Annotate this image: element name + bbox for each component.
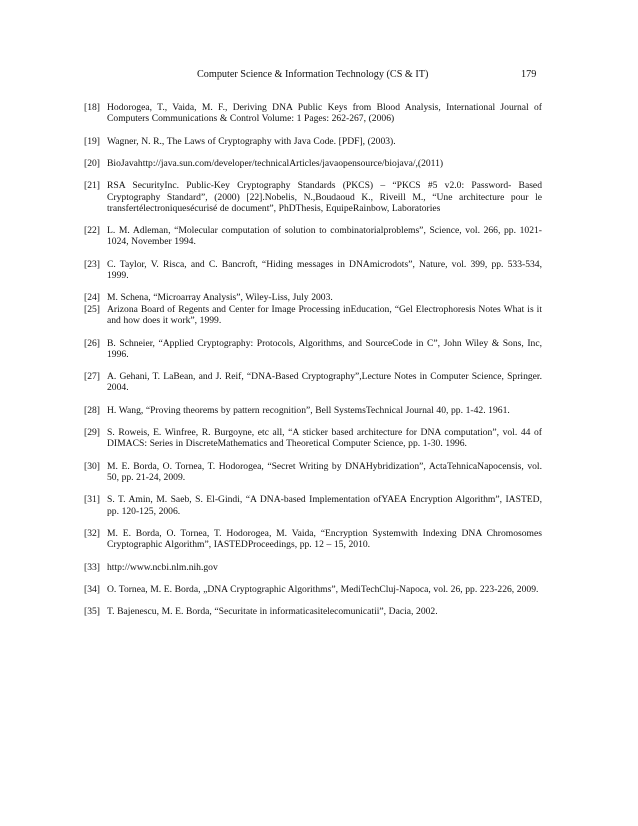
reference-text: S. T. Amin, M. Saeb, S. El-Gindi, “A DNA-based Implementation ofYAEA Encryption Algorithm”, IASTED, pp. 120-125, 2006.: [107, 494, 542, 517]
reference-22: [84, 225, 542, 247]
reference-number: [33]: [84, 561, 100, 573]
page-number: 179: [521, 69, 537, 80]
reference-26: [84, 338, 542, 360]
reference-number: [21]: [84, 180, 100, 192]
reference-31: [84, 494, 542, 516]
reference-23: [84, 259, 542, 281]
reference-27: [84, 371, 542, 393]
reference-number: [28]: [84, 404, 100, 416]
reference-number: [29]: [84, 427, 100, 439]
reference-number: [23]: [84, 258, 100, 270]
reference-text: BioJavahttp://java.sun.com/developer/technicalArticles/javaopensource/biojava/,(2011): [107, 157, 444, 169]
reference-text: Wagner, N. R., The Laws of Cryptography with Java Code. [PDF], (2003).: [107, 135, 396, 147]
reference-30: [84, 461, 542, 483]
reference-number: [24]: [84, 292, 100, 304]
references-list: [84, 102, 542, 629]
reference-29: [84, 427, 542, 449]
reference-text: M. Schena, “Microarray Analysis”, Wiley-Liss, July 2003.: [107, 292, 333, 304]
reference-21: [84, 180, 542, 214]
reference-number: [31]: [84, 494, 100, 506]
reference-25: [84, 304, 542, 326]
reference-34: [84, 584, 542, 595]
reference-32: [84, 528, 542, 550]
reference-number: [30]: [84, 460, 100, 472]
reference-text: T. Bajenescu, M. E. Borda, “Securitate in informaticasitelecomunicatii”, Dacia, 2002.: [107, 606, 438, 618]
reference-24: [84, 292, 542, 303]
reference-text: C. Taylor, V. Risca, and C. Bancroft, “Hiding messages in DNAmicrodots”, Nature, vol. 399, pp. 533-534, 1999.: [107, 258, 542, 281]
reference-text: M. E. Borda, O. Tornea, T. Hodorogea, M. Vaida, “Encryption Systemwith Indexing DNA Chromosomes Cryptographic Algorithm”, IASTEDProceedings, pp. 12 – 15, 2010.: [107, 528, 542, 551]
reference-text: Arizona Board of Regents and Center for Image Processing inEducation, “Gel Electrophoresis Notes What is it and how does it work”, 1999.: [107, 304, 542, 327]
reference-text: RSA SecurityInc. Public-Key Cryptography Standards (PKCS) – “PKCS #5 v2.0: Password- Based Cryptography Standard”, (2000) [22].Nobelis, N.,Boudaoud K., Riveill M., “Une architecture pour le transfertélectroniquesécurisé de document”, PhDThesis, EquipeRainbow, Laboratories: [107, 180, 542, 214]
reference-number: [34]: [84, 584, 100, 595]
reference-text: L. M. Adleman, “Molecular computation of solution to combinatorialproblems”, Science, vol. 266, pp. 1021-1024, November 1994.: [107, 225, 542, 248]
reference-number: [27]: [84, 371, 100, 383]
reference-number: [19]: [84, 135, 100, 147]
reference-number: [35]: [84, 606, 100, 618]
reference-number: [26]: [84, 337, 100, 349]
reference-18: [84, 102, 542, 124]
reference-35: [84, 606, 542, 617]
reference-19: [84, 136, 542, 147]
reference-number: [18]: [84, 102, 100, 113]
reference-number: [20]: [84, 157, 100, 169]
reference-20: [84, 158, 542, 169]
reference-text: M. E. Borda, O. Tornea, T. Hodorogea, “Secret Writing by DNAHybridization”, ActaTehnicaNapocensis, vol. 50, pp. 21-24, 2009.: [107, 460, 542, 484]
reference-text: B. Schneier, “Applied Cryptography: Protocols, Algorithms, and SourceCode in C”, John Wiley & Sons, Inc, 1996.: [107, 337, 542, 360]
reference-text: Hodorogea, T., Vaida, M. F., Deriving DNA Public Keys from Blood Analysis, International Journal of Computers Communications & Control Volume: 1 Pages: 262-267, (2006): [107, 102, 542, 125]
reference-28: [84, 405, 542, 416]
reference-number: [22]: [84, 225, 100, 237]
journal-title: Computer Science & Information Technology (CS & IT): [197, 69, 429, 80]
reference-text: O. Tornea, M. E. Borda, „DNA Cryptographic Algorithms”, MediTechCluj-Napoca, vol. 26, pp. 223-226, 2009.: [107, 584, 539, 595]
reference-text: http://www.ncbi.nlm.nih.gov: [107, 561, 218, 573]
reference-number: [32]: [84, 528, 100, 540]
reference-33: [84, 562, 542, 573]
reference-text: S. Roweis, E. Winfree, R. Burgoyne, etc all, “A sticker based architecture for DNA computation”, vol. 44 of DIMACS: Series in DiscreteMathematics and Theoretical Computer Science, pp. 1-30. 1996.: [107, 427, 542, 450]
reference-text: A. Gehani, T. LaBean, and J. Reif, “DNA-Based Cryptography”,Lecture Notes in Computer Science, Springer. 2004.: [107, 371, 542, 394]
reference-text: H. Wang, “Proving theorems by pattern recognition”, Bell SystemsTechnical Journal 40, pp. 1-42. 1961.: [107, 404, 510, 416]
reference-number: [25]: [84, 304, 100, 316]
